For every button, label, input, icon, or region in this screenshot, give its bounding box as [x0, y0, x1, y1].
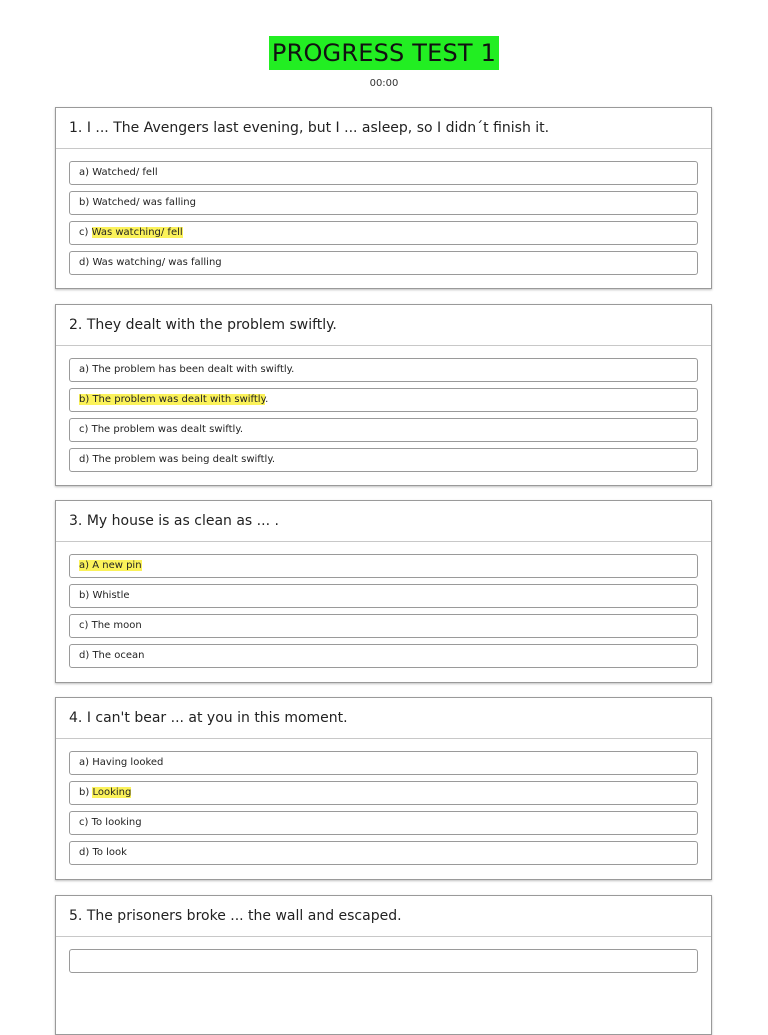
option-text: The problem was being dealt swiftly.: [92, 454, 275, 465]
question-number: 5.: [69, 908, 83, 924]
option-letter: a): [79, 364, 90, 375]
page-title: PROGRESS TEST 1: [269, 36, 499, 70]
question-text: I can't bear ... at you in this moment.: [86, 710, 348, 726]
option-letter: c): [79, 227, 89, 238]
option-a[interactable]: [69, 554, 698, 578]
option-letter: b): [79, 197, 90, 208]
option-b[interactable]: [69, 584, 698, 608]
option-letter: b): [79, 394, 90, 405]
option-letter: c): [79, 620, 89, 631]
question-number: 2.: [69, 317, 83, 333]
option-letter: a): [79, 757, 90, 768]
option-d[interactable]: [69, 251, 698, 275]
option-b[interactable]: [69, 781, 698, 805]
option-c[interactable]: [69, 418, 698, 442]
question-card-3: [55, 500, 712, 683]
question-heading: [56, 698, 711, 739]
question-number: 4.: [69, 710, 83, 726]
option-c[interactable]: [69, 221, 698, 245]
highlighted-answer: Looking: [92, 787, 132, 798]
options-list: [56, 149, 711, 275]
option-text: The ocean: [92, 650, 145, 661]
option-letter: a): [79, 167, 90, 178]
option-d[interactable]: [69, 644, 698, 668]
title-container: [0, 36, 768, 70]
option-b[interactable]: [69, 191, 698, 215]
option-letter: d): [79, 650, 90, 661]
option-a[interactable]: [69, 751, 698, 775]
question-number: 1.: [69, 120, 83, 136]
option-letter: b): [79, 590, 90, 601]
option-text: Whistle: [92, 590, 130, 601]
question-text: The prisoners broke ... the wall and escaped.: [86, 908, 402, 924]
question-number: 3.: [69, 513, 83, 529]
question-card-2: [55, 304, 712, 486]
question-heading: [56, 305, 711, 346]
timer: 00:00: [369, 78, 399, 89]
option-a[interactable]: [69, 161, 698, 185]
option-letter: d): [79, 847, 90, 858]
option-letter: c): [79, 817, 89, 828]
option-letter: d): [79, 454, 90, 465]
option-text: The problem has been dealt with swiftly.: [92, 364, 295, 375]
option-b[interactable]: b) The problem was dealt with swiftly.: [69, 388, 698, 412]
question-card-5: [55, 895, 712, 1035]
option-letter: c): [79, 424, 89, 435]
options-list: [56, 739, 711, 865]
option-d[interactable]: [69, 448, 698, 472]
option-d[interactable]: [69, 841, 698, 865]
option-a[interactable]: [69, 949, 698, 973]
question-text: They dealt with the problem swiftly.: [86, 317, 337, 333]
highlighted-answer: A new pin: [92, 560, 142, 571]
question-text: My house is as clean as ... .: [86, 513, 279, 529]
option-text: To look: [92, 847, 127, 858]
option-c[interactable]: [69, 811, 698, 835]
option-letter: a): [79, 560, 90, 571]
option-text: Was watching/ was falling: [92, 257, 222, 268]
question-card-4: [55, 697, 712, 880]
options-list: [56, 346, 711, 472]
question-heading: [56, 501, 711, 542]
question-card-1: [55, 107, 712, 289]
highlighted-answer: The problem was dealt with swiftly: [92, 394, 266, 405]
option-c[interactable]: [69, 614, 698, 638]
option-text: Having looked: [92, 757, 164, 768]
option-letter: b): [79, 787, 90, 798]
option-text: The problem was dealt swiftly.: [91, 424, 244, 435]
question-heading: [56, 896, 711, 937]
question-text: I ... The Avengers last evening, but I ... asleep, so I didn´t finish it.: [86, 120, 550, 136]
option-letter: d): [79, 257, 90, 268]
option-text: The moon: [91, 620, 142, 631]
option-text: Watched/ fell: [92, 167, 158, 178]
question-heading: [56, 108, 711, 149]
options-list: [56, 937, 711, 973]
option-text: To looking: [91, 817, 142, 828]
options-list: [56, 542, 711, 668]
highlighted-answer: Was watching/ fell: [91, 227, 183, 238]
option-a[interactable]: [69, 358, 698, 382]
option-text: Watched/ was falling: [92, 197, 196, 208]
